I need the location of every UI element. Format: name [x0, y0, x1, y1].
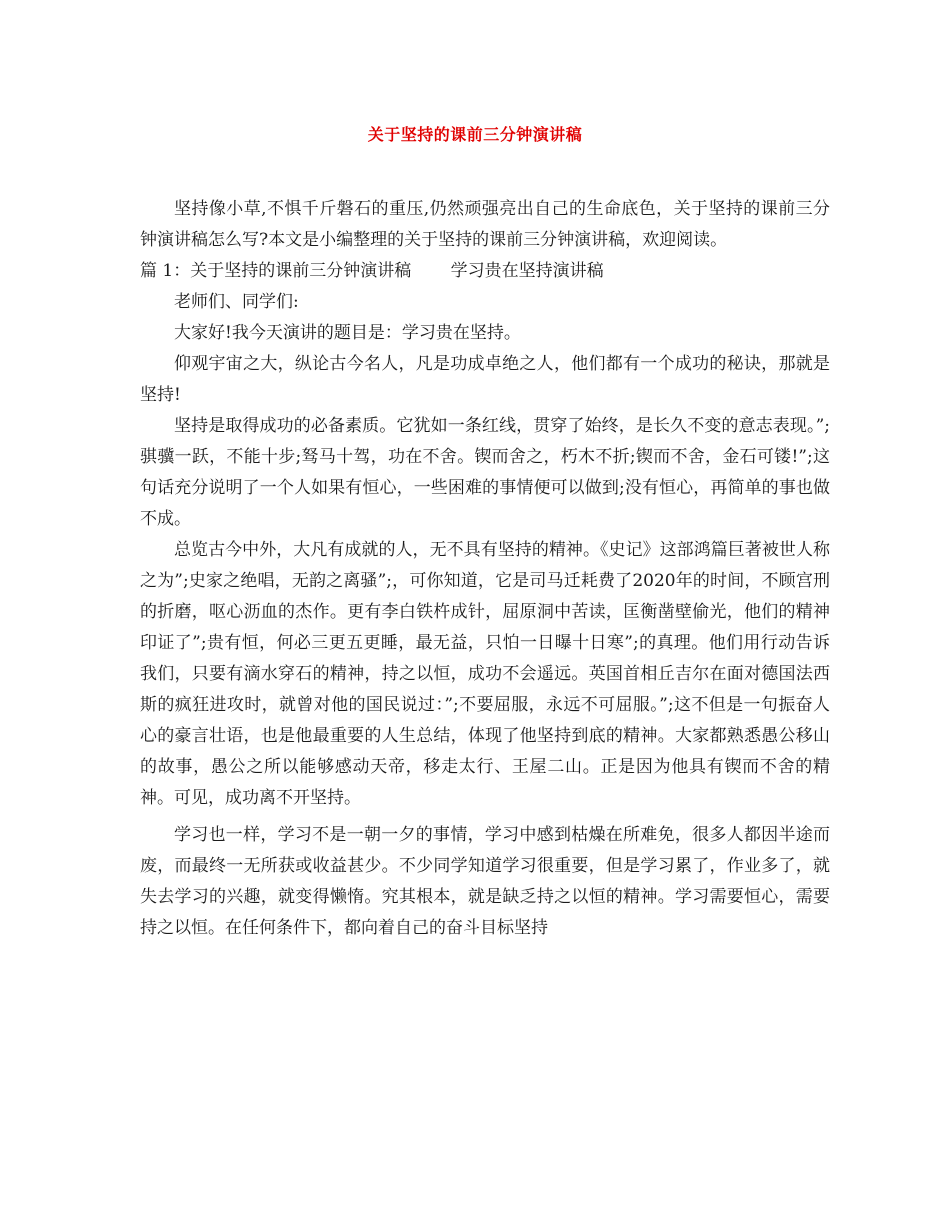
section-heading: 篇 1：关于坚持的课前三分钟演讲稿 学习贵在坚持演讲稿 [140, 261, 604, 281]
document-body [140, 188, 830, 944]
greeting-paragraph: 大家好!我今天演讲的题目是：学习贵在坚持。 [174, 323, 521, 343]
document-title: 关于坚持的课前三分钟演讲稿 [367, 125, 583, 144]
body-paragraph-4: 学习也一样，学习不是一朝一夕的事情，学习中感到枯燥在所难免，很多人都因半途而废，而最终一无所获或收益甚少。不少同学知道学习很重要，但是学习累了，作业多了，就失去学习的兴趣，就变得懒惰。究其根本，就是缺乏持之以恒的精神。学习需要恒心，需要持之以恒。在任何条件下，都向着自己的奋斗目标坚持 [140, 825, 830, 938]
body-paragraph-3: 总览古今中外，大凡有成就的人，无不具有坚持的精神。《史记》这部鸿篇巨著被世人称之为”;史家之绝唱，无韵之离骚”;，可你知道，它是司马迁耗费了2020年的时间，不顾宫刑的折磨，呕心沥血的杰作。更有李白铁杵成针，屈原洞中苦读，匡衡凿壁偷光，他们的精神印证了”;贵有恒，何必三更五更睡，最无益，只怕一日曝十日寒”;的真理。他们用行动告诉我们，只要有滴水穿石的精神，持之以恒，成功不会遥远。英国首相丘吉尔在面对德国法西斯的疯狂进攻时，就曾对他的国民说过：”;不要屈服，永远不可屈服。”;这不但是一句振奋人心的豪言壮语，也是他最重要的人生总结，体现了他坚持到底的精神。大家都熟悉愚公移山的故事，愚公之所以能够感动天帝，移走太行、王屋二山。正是因为他具有锲而不舍的精神。可见，成功离不开坚持。 [140, 540, 830, 808]
body-paragraph-2: 坚持是取得成功的必备素质。它犹如一条红线，贯穿了始终，是长久不变的意志表现。”;骐骥一跃，不能十步;驽马十驾，功在不舍。锲而舍之，朽木不折;锲而不舍，金石可镂!”;这句话充分说明了一个人如果有恒心，一些困难的事情便可以做到;没有恒心，再简单的事也做不成。 [140, 416, 830, 529]
body-paragraph-1: 仰观宇宙之大，纵论古今名人，凡是功成卓绝之人，他们都有一个成功的秘诀，那就是坚持! [140, 354, 830, 405]
intro-paragraph: 坚持像小草,不惧千斤磐石的重压,仍然顽强亮出自己的生命底色，关于坚持的课前三分钟演讲稿怎么写?本文是小编整理的关于坚持的课前三分钟演讲稿，欢迎阅读。 [140, 199, 830, 250]
salutation: 老师们、同学们: [174, 292, 299, 312]
